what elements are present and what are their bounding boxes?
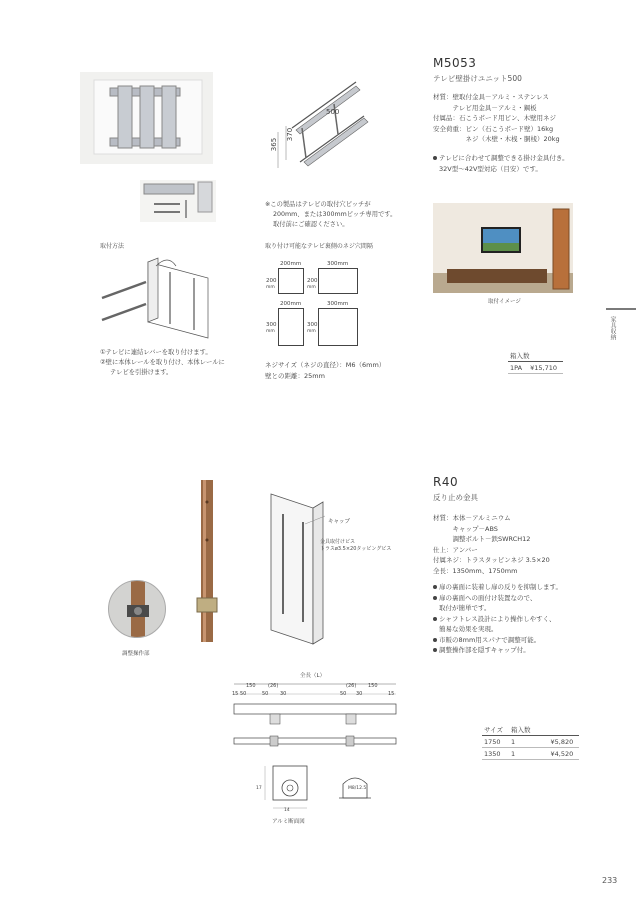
dim-label: 50 bbox=[340, 691, 347, 697]
install-diagram bbox=[98, 252, 218, 340]
detail-caption: 調整操作部 bbox=[122, 651, 150, 657]
feature-line: 32V型～42V型対応（目安）です。 bbox=[439, 164, 542, 173]
dim-370: 370 bbox=[286, 127, 295, 142]
pitch-box-3-side: 300 bbox=[266, 322, 277, 328]
install-step-1: ①テレビに連結レバーを取り付けます。 bbox=[100, 349, 212, 356]
bullet-dot-icon bbox=[433, 596, 437, 600]
note-line-1: ※この製品はテレビの取付穴ピッチが bbox=[265, 201, 371, 208]
pitch-box-3-unit: mm bbox=[266, 329, 275, 334]
spec-line: 材質：本体－アルミニウム bbox=[433, 514, 511, 522]
dim-label: (26) bbox=[346, 683, 357, 689]
price-row bbox=[482, 736, 579, 748]
price-cell: ¥4,520 bbox=[536, 748, 579, 760]
dim-label: 30 bbox=[280, 691, 287, 697]
feature-line: 簡易な効果を実現。 bbox=[439, 625, 498, 633]
spec-line: 安全荷重：ピン（石こうボード壁）16kg bbox=[433, 124, 554, 133]
installation-image bbox=[433, 203, 573, 293]
spec-list-m5053 bbox=[433, 92, 560, 145]
bullet-dot-icon bbox=[433, 617, 437, 621]
bullet-dot-icon bbox=[433, 585, 437, 589]
dim-label: 15 bbox=[388, 691, 395, 697]
feature-line: 市販の8mm用スパナで調整可能。 bbox=[439, 635, 541, 644]
dim-label: 150 bbox=[368, 683, 378, 689]
installation-caption: 取付イメージ bbox=[488, 299, 521, 305]
door-diagram bbox=[265, 488, 337, 648]
price-header-row bbox=[482, 724, 579, 736]
price-row bbox=[508, 362, 563, 374]
pitch-box-4-side: 300 bbox=[307, 322, 318, 328]
spec-line: 付属ネジ：トラスタッピンネジ 3.5×20 bbox=[433, 556, 550, 564]
side-tab-marker bbox=[606, 308, 636, 310]
pitch-box-4-unit: mm bbox=[307, 329, 316, 334]
parts-photo bbox=[140, 180, 216, 222]
spec-line: キャップ－ABS bbox=[433, 524, 498, 533]
feature-line: シャフトレス設計により操作しやすく、 bbox=[439, 614, 556, 623]
section-caption: アルミ断面図 bbox=[272, 819, 305, 825]
wall-distance: 壁との距離：25mm bbox=[265, 372, 325, 380]
feature-line: 扉の裏面に装着し扉の反りを抑制します。 bbox=[439, 583, 562, 591]
dim-label: 50 bbox=[240, 691, 247, 697]
price-row bbox=[482, 748, 579, 760]
price-header: 箱入数 bbox=[509, 724, 537, 736]
wall-mount-illustration bbox=[80, 72, 213, 164]
rail-photo bbox=[194, 480, 220, 642]
price-cell: 1PA bbox=[508, 362, 528, 374]
bullet-dot-icon bbox=[433, 156, 437, 160]
dim-label: 50 bbox=[262, 691, 269, 697]
price-header: サイズ bbox=[482, 724, 509, 736]
feature-list-r40 bbox=[433, 582, 562, 656]
pitch-box-4-top: 300mm bbox=[327, 301, 349, 307]
dim-365: 365 bbox=[270, 137, 279, 152]
install-label: 取付方法 bbox=[100, 243, 125, 250]
price-cell: 1 bbox=[509, 736, 537, 748]
section-dim-3: M8/12.5 bbox=[348, 786, 367, 791]
price-header-row bbox=[508, 350, 563, 362]
pitch-box-2-top: 300mm bbox=[327, 261, 349, 267]
product-title-m5053: M5053 bbox=[433, 56, 477, 70]
spec-line: ネジ（木壁・木桟・胴桟）20kg bbox=[433, 135, 560, 143]
callout-screw: 金具取付けビス bbox=[320, 539, 356, 545]
price-cell: ¥15,710 bbox=[528, 362, 563, 374]
price-cell: 1 bbox=[509, 748, 537, 760]
feature-line: 調整操作部を隠すキャップ付。 bbox=[439, 646, 530, 654]
room-illustration bbox=[433, 203, 573, 293]
side-tab-label: 家具収納 bbox=[609, 316, 616, 340]
pitch-note bbox=[265, 200, 396, 230]
parts-illustration bbox=[140, 180, 216, 222]
dim-total-length: 全長（L） bbox=[300, 673, 326, 679]
pitch-box-3 bbox=[278, 308, 304, 346]
dim-label: 30 bbox=[356, 691, 363, 697]
dim-label: 150 bbox=[246, 683, 256, 689]
note-line-2: 200mm、または300mmピッチ専用です。 bbox=[273, 211, 397, 218]
product-subtitle-m5053: テレビ壁掛けユニット500 bbox=[433, 74, 522, 83]
feature-line: 扉の裏面への面付け装置なので、 bbox=[439, 593, 537, 602]
product-title-r40: R40 bbox=[433, 475, 459, 489]
product-subtitle-r40: 反り止め金具 bbox=[433, 493, 478, 502]
rail-illustration bbox=[194, 480, 220, 642]
price-cell: 1750 bbox=[482, 736, 509, 748]
spec-list-r40 bbox=[433, 513, 550, 576]
page-number: 233 bbox=[602, 876, 618, 885]
pitch-box-2 bbox=[318, 268, 358, 294]
spec-line: 調整ボルト－鉄SWRCH12 bbox=[433, 535, 531, 543]
pitch-box-4 bbox=[318, 308, 358, 346]
screw-size: ネジサイズ（ネジの直径）：M6（6mm） bbox=[265, 361, 386, 369]
price-cell: ¥5,820 bbox=[536, 736, 579, 748]
detail-circle-photo bbox=[108, 580, 166, 638]
screw-info bbox=[265, 360, 385, 382]
dim-label: (26) bbox=[268, 683, 279, 689]
section-dim-1: 17 bbox=[256, 786, 262, 791]
pitch-box-1 bbox=[278, 268, 304, 294]
install-step-3: テレビを引掛けます。 bbox=[110, 369, 173, 376]
bullet-dot-icon bbox=[433, 638, 437, 642]
install-steps bbox=[100, 348, 225, 378]
callout-cap: キャップ bbox=[328, 519, 351, 525]
rail-dimension-diagram bbox=[272, 70, 372, 170]
install-step-2: ②壁に本体レールを取り付け、本体レールに bbox=[100, 359, 225, 366]
pitch-box-3-top: 200mm bbox=[280, 301, 302, 307]
pitch-box-2-side: 200 bbox=[307, 278, 318, 284]
pitch-box-2-unit: mm bbox=[307, 285, 316, 290]
section-dim-2: 14 bbox=[284, 808, 290, 813]
price-table-r40 bbox=[482, 724, 579, 760]
price-table-m5053 bbox=[508, 350, 563, 374]
dim-500: 500 bbox=[326, 108, 340, 116]
price-header: 箱入数 bbox=[508, 350, 563, 362]
pitch-label: 取り付け可能なテレビ裏側のネジ穴間隔 bbox=[265, 243, 373, 250]
wall-mount-photo bbox=[80, 72, 213, 164]
callout-screw-spec: トラスø3.5×20タッピングビス bbox=[320, 546, 392, 552]
bullet-dot-icon bbox=[433, 648, 437, 652]
pitch-box-1-top: 200mm bbox=[280, 261, 302, 267]
feature-line: 取付が簡単です。 bbox=[439, 604, 491, 612]
feature-bullet-m5053 bbox=[433, 153, 569, 174]
price-cell: 1350 bbox=[482, 748, 509, 760]
spec-line: 全長：1350mm、1750mm bbox=[433, 566, 518, 575]
note-line-3: 取付前にご確認ください。 bbox=[273, 221, 349, 228]
pitch-box-1-unit: mm bbox=[266, 285, 275, 290]
pitch-box-1-side: 200 bbox=[266, 278, 277, 284]
price-header bbox=[536, 724, 579, 736]
spec-line: テレビ用金具－アルミ・鋼板 bbox=[433, 103, 537, 112]
detail-illustration bbox=[109, 581, 166, 638]
dim-label: 15 bbox=[232, 691, 239, 697]
feature-line: テレビに合わせて調整できる掛け金具付き。 bbox=[439, 154, 569, 162]
spec-line: 付属品：石こうボード用ピン、木壁用ネジ bbox=[433, 114, 556, 122]
spec-line: 仕上：アンバー bbox=[433, 545, 478, 554]
spec-line: 材質：壁取付金具－アルミ・ステンレス bbox=[433, 93, 549, 101]
